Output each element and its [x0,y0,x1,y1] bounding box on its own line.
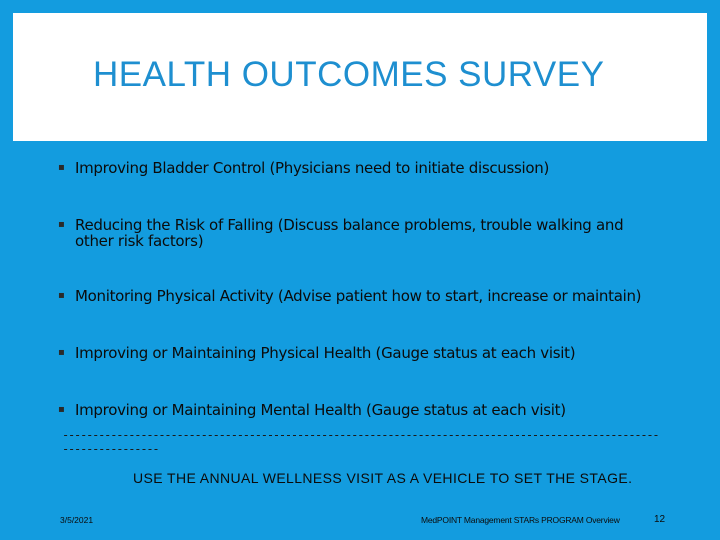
bullet-text: Improving or Maintaining Physical Health (Gauge status at each visit) [75,344,576,362]
bullet-text: Improving Bladder Control (Physicians need to initiate discussion) [75,159,550,177]
bullet-marker-icon: ▪ [58,162,65,173]
bullet-item [58,402,658,418]
stage-callout: USE THE ANNUAL WELLNESS VISIT AS A VEHICLE TO SET THE STAGE. [133,470,633,486]
bullet-item [58,160,658,176]
dashed-divider: ------------------------------------------------------------------------------------------------------------------- [62,428,659,456]
bullet-text: Reducing the Risk of Falling (Discuss balance problems, trouble walking and other risk factors) [75,216,624,250]
bullet-item [58,345,658,361]
bullet-item [58,217,658,249]
bullet-item [58,288,658,304]
slide-title: HEALTH OUTCOMES SURVEY [93,55,605,94]
footer-date: 3/5/2021 [60,515,94,525]
bullet-marker-icon: ▪ [58,290,65,301]
bullet-marker-icon: ▪ [58,219,65,230]
footer-title: MedPOINT Management STARs PROGRAM Overview [421,515,620,525]
bullet-text: Monitoring Physical Activity (Advise patient how to start, increase or maintain) [75,287,642,305]
page-number: 12 [654,514,666,525]
bullet-text: Improving or Maintaining Mental Health (Gauge status at each visit) [75,401,566,419]
bullet-marker-icon: ▪ [58,347,65,358]
bullet-marker-icon: ▪ [58,404,65,415]
